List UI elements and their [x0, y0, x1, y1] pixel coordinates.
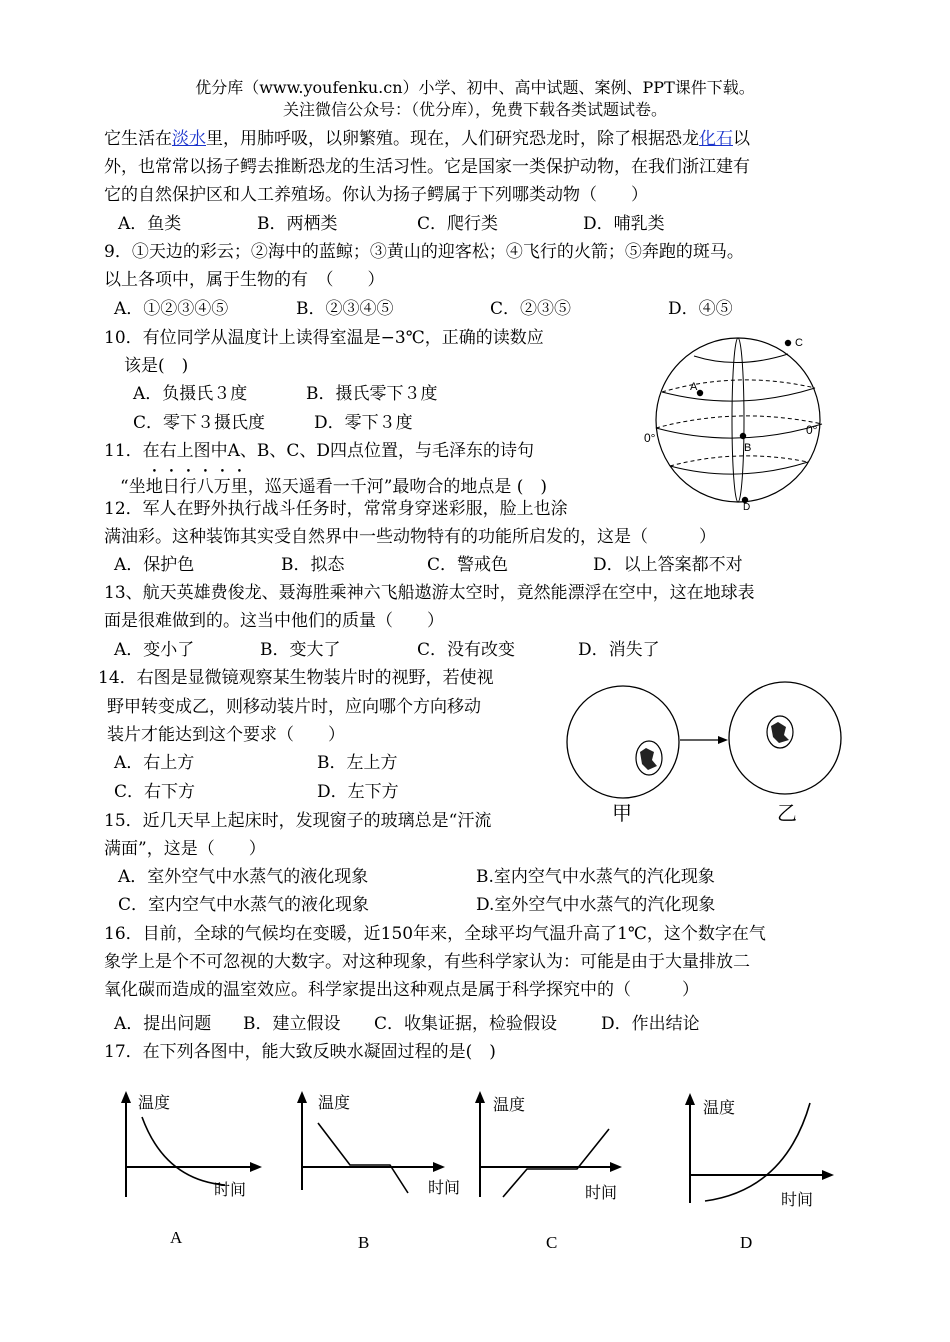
- q16-line-3: 氧化碳而造成的温室效应。科学家提出这种观点是属于科学探究中的（ ）: [104, 980, 699, 1000]
- graph-d-xlabel: 时间: [781, 1190, 814, 1209]
- header-line-2: 关注微信公众号：（优分库），免费下载各类试题试卷。: [282, 100, 667, 119]
- q8-option-a: A．鱼类: [118, 214, 182, 234]
- q14-option-b: B．左上方: [317, 753, 398, 773]
- q8-line-3: 它的自然保护区和人工养殖场。你认为扬子鳄属于下列哪类动物（ ）: [104, 185, 648, 205]
- q14-line-3: 装片才能达到这个要求（ ）: [107, 725, 345, 745]
- q16-option-c: C．收集证据，检验假设: [374, 1014, 558, 1034]
- x-axis-arrow-icon: [610, 1162, 622, 1172]
- q16-line-1: 16．目前，全球的气候均在变暖，近150年来，全球平均气温升高了1℃，这个数字在气: [104, 924, 766, 944]
- q9-option-c: C．②③⑤: [490, 299, 572, 319]
- graph-b-xlabel: 时间: [428, 1178, 461, 1197]
- link-fossil[interactable]: 化石: [699, 129, 733, 149]
- q11-emphasized-text: 地日行八万里: [145, 477, 248, 497]
- graph-c-caption: C: [546, 1233, 558, 1252]
- curve-a: [142, 1117, 225, 1185]
- q14-line-1: 14．右图是显微镜观察某生物装片时的视野，若使视: [98, 668, 494, 688]
- label-yi: 乙: [777, 801, 797, 825]
- header-line-1: 优分库（www.youfenku.cn）小学、初中、高中试题、案例、PPT课件下载。: [195, 78, 755, 97]
- x-axis-arrow-icon: [433, 1162, 445, 1172]
- q10-line-1: 10．有位同学从温度计上读得室温是−3℃，正确的读数应: [104, 328, 544, 348]
- q8-option-c: C．爬行类: [417, 214, 499, 234]
- q12-line-1: 12．军人在野外执行战斗任务时，常常身穿迷彩服，脸上也涂: [104, 499, 568, 519]
- q8-option-b: B．两栖类: [257, 214, 338, 234]
- q15-option-a: A．室外空气中水蒸气的液化现象: [118, 867, 369, 887]
- globe-figure: [640, 330, 840, 513]
- graph-c-xlabel: 时间: [585, 1183, 618, 1202]
- y-axis-arrow-icon: [685, 1093, 695, 1105]
- q8-text: 它生活在: [104, 129, 172, 149]
- globe-label-b: B: [744, 442, 752, 454]
- q12-option-b: B．拟态: [281, 555, 345, 575]
- q15-option-b: B.室内空气中水蒸气的汽化现象: [476, 867, 715, 887]
- q13-option-d: D．消失了: [578, 640, 660, 660]
- q12-option-c: C．警戒色: [427, 555, 509, 575]
- q16-option-a: A．提出问题: [114, 1014, 212, 1034]
- q15-line-1: 15．近几天早上起床时，发现窗子的玻璃总是“汗流: [104, 811, 492, 831]
- y-axis-arrow-icon: [475, 1091, 485, 1103]
- q15-option-c: C．室内空气中水蒸气的液化现象: [118, 895, 370, 915]
- globe-label-d: D: [743, 502, 751, 513]
- q16-option-d: D．作出结论: [601, 1014, 700, 1034]
- graph-b-ylabel: 温度: [318, 1093, 351, 1112]
- q10-option-a: A．负摄氏３度: [133, 384, 248, 404]
- graph-b: [290, 1085, 461, 1210]
- label-jia: 甲: [612, 801, 632, 825]
- specimen-jia: [636, 741, 662, 775]
- q13-line-2: 面是很难做到的。这当中他们的质量（ ）: [104, 611, 444, 631]
- globe-label-a: A: [690, 381, 698, 393]
- graph-a-xlabel: 时间: [214, 1180, 247, 1199]
- q12-option-a: A．保护色: [114, 555, 195, 575]
- q16-line-2: 象学上是个不可忽视的大数字。对这种现象，有些科学家认为：可能是由于大量排放二: [104, 952, 750, 972]
- graph-c-ylabel: 温度: [493, 1095, 526, 1114]
- q9-option-b: B．②③④⑤: [296, 299, 394, 319]
- y-axis-arrow-icon: [297, 1091, 307, 1103]
- q13-option-b: B．变大了: [260, 640, 341, 660]
- q16-option-b: B．建立假设: [243, 1014, 341, 1034]
- globe-point-c: [785, 340, 791, 346]
- q13-line-1: 13、航天英雄费俊龙、聂海胜乘神六飞船遨游太空时，竟然能漂浮在空中，这在地球表: [104, 583, 755, 603]
- graph-d-ylabel: 温度: [703, 1098, 736, 1117]
- curve-d: [705, 1103, 810, 1201]
- graph-d: [675, 1085, 845, 1215]
- curve-b: [318, 1123, 408, 1193]
- q13-option-a: A．变小了: [114, 640, 195, 660]
- q10-option-d: D．零下３度: [314, 413, 413, 433]
- q8-text: 里，用肺呼吸，以卵繁殖。现在，人们研究恐龙时，除了根据恐龙: [206, 129, 699, 149]
- graph-a-ylabel: 温度: [138, 1093, 171, 1112]
- q11-line-2: [120, 467, 547, 499]
- microscope-figure: [562, 680, 847, 830]
- q11-text: “坐: [120, 477, 146, 497]
- q14-line-2: 野甲转变成乙，则移动装片时，应向哪个方向移动: [107, 697, 481, 717]
- q9-line-2: 以上各项中，属于生物的有 （ ）: [104, 270, 385, 290]
- globe-label-c: C: [795, 337, 803, 349]
- q8-line-1: [104, 127, 750, 151]
- q17-line-1: 17．在下列各图中，能大致反映水凝固过程的是( ): [104, 1042, 496, 1062]
- q12-option-d: D．以上答案都不对: [593, 555, 743, 575]
- graph-a-caption: A: [170, 1228, 183, 1247]
- globe-label-0-right: 0°: [806, 423, 818, 437]
- q9-option-a: A．①②③④⑤: [114, 299, 229, 319]
- q14-option-d: D．左下方: [317, 782, 399, 802]
- q8-text: 以: [733, 129, 750, 149]
- field-of-view-jia: [567, 686, 679, 798]
- specimen-yi: [767, 716, 793, 748]
- q12-line-2: 满油彩。这种装饰其实受自然界中一些动物特有的功能所启发的，这是（ ）: [104, 527, 716, 547]
- q9-line-1: 9．①天边的彩云；②海中的蓝鲸；③黄山的迎客松；④飞行的火箭；⑤奔跑的斑马。: [104, 242, 744, 262]
- q10-option-b: B．摄氏零下３度: [306, 384, 438, 404]
- q8-option-d: D．哺乳类: [583, 214, 665, 234]
- globe-point-a: [697, 390, 703, 396]
- q9-option-d: D．④⑤: [668, 299, 733, 319]
- graph-c: [465, 1085, 635, 1210]
- q8-line-2: 外，也常常以扬子鳄去推断恐龙的生活习性。它是国家一类保护动物，在我们浙江建有: [104, 157, 750, 177]
- q15-option-d: D.室外空气中水蒸气的汽化现象: [476, 895, 716, 915]
- q10-option-c: C．零下３摄氏度: [133, 413, 266, 433]
- x-axis-arrow-icon: [822, 1170, 834, 1180]
- q13-option-c: C．没有改变: [417, 640, 516, 660]
- q10-line-2: 该是( ): [124, 356, 189, 376]
- q14-option-a: A．右上方: [114, 753, 195, 773]
- q14-option-c: C．右下方: [114, 782, 196, 802]
- q11-line-1: 11．在右上图中A、B、C、D四点位置，与毛泽东的诗句: [104, 441, 535, 461]
- globe-point-b: [740, 433, 746, 439]
- graph-a: [110, 1085, 270, 1210]
- globe-label-0-left: 0°: [644, 431, 656, 445]
- y-axis-arrow-icon: [121, 1091, 131, 1103]
- q15-line-2: 满面”，这是（ ）: [104, 839, 266, 859]
- q11-text: ，巡天遥看一千河”最吻合的地点是 ( ): [247, 477, 548, 497]
- graph-b-caption: B: [358, 1233, 370, 1252]
- graph-d-caption: D: [740, 1233, 753, 1252]
- arrow-head-icon: [718, 736, 728, 744]
- link-freshwater[interactable]: 淡水: [172, 129, 206, 149]
- x-axis-arrow-icon: [250, 1162, 262, 1172]
